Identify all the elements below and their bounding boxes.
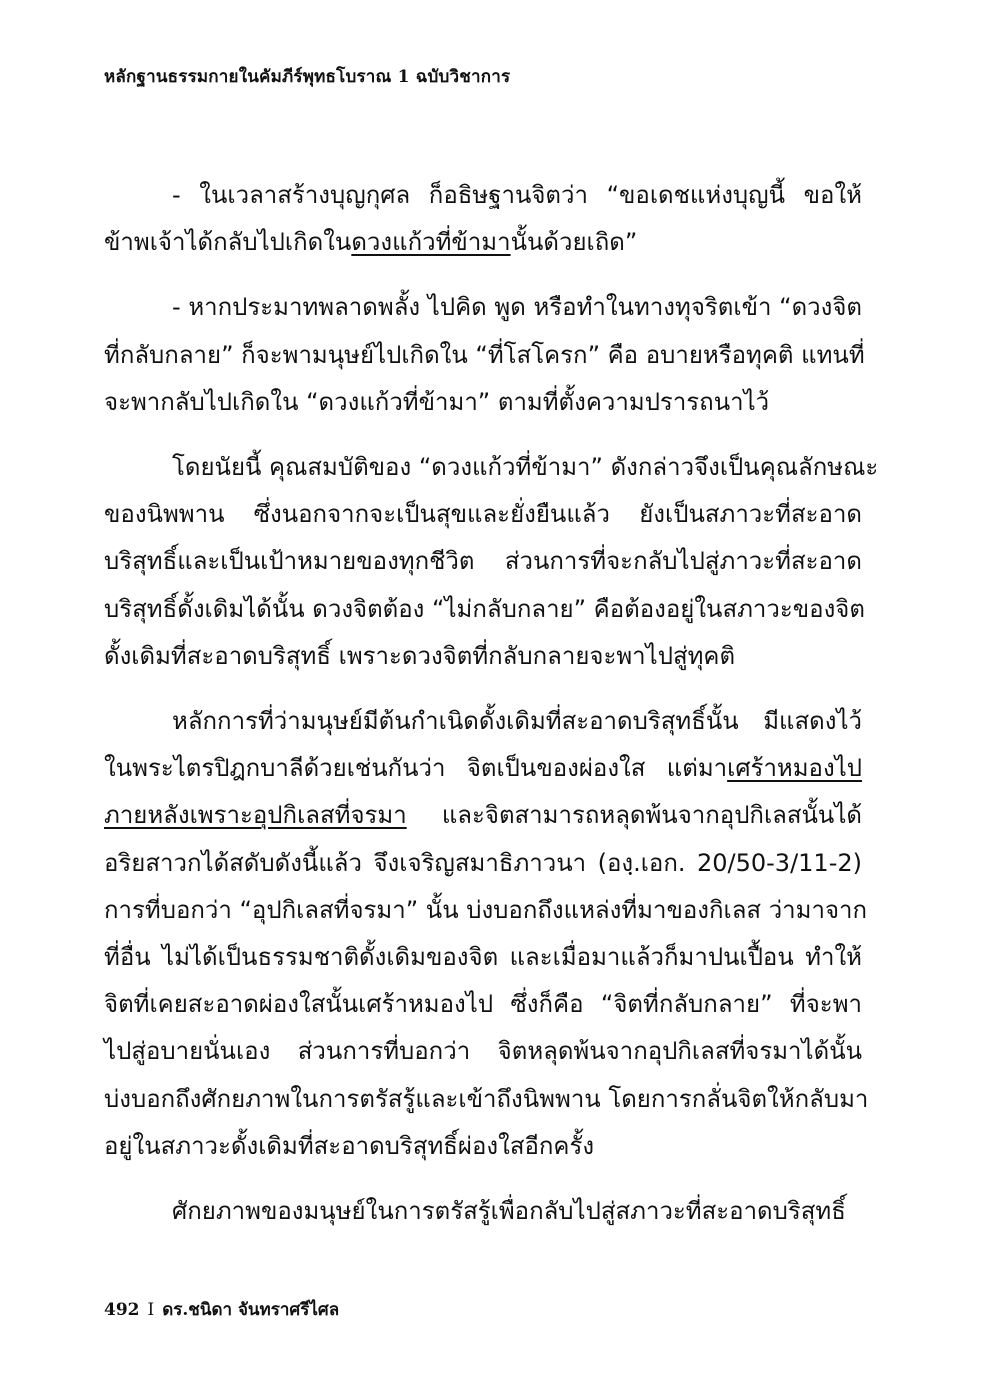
paragraph <box>104 172 862 266</box>
line-text: นั้นด้วยเถิด” <box>510 228 638 257</box>
footer-separator: I <box>147 1300 155 1320</box>
paragraph <box>104 1188 862 1235</box>
underlined-text: เศร้าหมองไป <box>727 754 862 783</box>
text-line <box>104 698 862 745</box>
text-line <box>104 1076 869 1123</box>
text-line <box>104 840 862 887</box>
line-text: ที่กลับกลาย” ก็จะพามนุษย์ไปเกิดใน “ที่โสโครก” คือ อบายหรือทุคติ แทนที่ <box>104 340 865 369</box>
line-text: บริสุทธิ์และเป็นเป้าหมายของทุกชีวิต ส่วนการที่จะกลับไปสู่ภาวะที่สะอาด <box>104 547 862 576</box>
underlined-text: ภายหลังเพราะอุปกิเลสที่จรมา <box>104 801 407 830</box>
line-text: จะพากลับไปเกิดใน “ดวงแก้วที่ข้ามา” ตามที่ตั้งความปรารถนาไว้ <box>104 387 770 416</box>
text-line <box>104 219 862 266</box>
paragraph <box>104 444 879 680</box>
line-text: ในพระไตรปิฎกบาลีด้วยเช่นกันว่า จิตเป็นของผ่องใส แต่มา <box>104 754 728 783</box>
text-line <box>104 379 862 426</box>
text-line <box>104 1188 862 1235</box>
author-name: ดร.ชนิดา จันทราศรีไศล <box>162 1300 340 1320</box>
paragraph <box>104 284 865 426</box>
text-line <box>104 491 862 538</box>
line-text: อยู่ในสภาวะดั้งเดิมที่สะอาดบริสุทธิ์ผ่องใสอีกครั้ง <box>104 1131 595 1160</box>
text-line <box>104 444 879 491</box>
text-line <box>104 172 862 219</box>
text-line <box>104 1123 862 1170</box>
line-text: จิตที่เคยสะอาดผ่องใสนั้นเศร้าหมองไป ซึ่งก็คือ “จิตที่กลับกลาย” ที่จะพา <box>104 990 862 1019</box>
line-text: บริสุทธิ์ดั้งเดิมได้นั้น ดวงจิตต้อง “ไม่กลับกลาย” คือต้องอยู่ในสภาวะของจิต <box>104 594 865 623</box>
line-text: - ในเวลาสร้างบุญกุศล ก็อธิษฐานจิตว่า “ขอเดชแห่งบุญนี้ ขอให้ <box>172 181 862 209</box>
text-line <box>104 745 862 792</box>
text-line <box>104 887 868 934</box>
line-text: ของนิพพาน ซึ่งนอกจากจะเป็นสุขและยั่งยืนแล้ว ยังเป็นสภาวะที่สะอาด <box>104 500 862 529</box>
body-text <box>104 172 879 1235</box>
text-line <box>104 586 865 633</box>
line-text: การที่บอกว่า “อุปกิเลสที่จรมา” นั้น บ่งบอกถึงแหล่งที่มาของกิเลส ว่ามาจาก <box>104 895 868 924</box>
line-text: หลักการที่ว่ามนุษย์มีต้นกำเนิดดั้งเดิมที่สะอาดบริสุทธิ์นั้น มีแสดงไว้ <box>172 707 862 736</box>
line-text: ที่อื่น ไม่ได้เป็นธรรมชาติดั้งเดิมของจิต และเมื่อมาแล้วก็มาปนเปื้อน ทำให้ <box>104 943 862 972</box>
line-text: ดั้งเดิมที่สะอาดบริสุทธิ์ เพราะดวงจิตที่กลับกลายจะพาไปสู่ทุคติ <box>104 641 736 670</box>
line-text: ข้าพเจ้าได้กลับไปเกิดใน <box>104 228 352 257</box>
line-text: - หากประมาทพลาดพลั้ง ไปคิด พูด หรือทำในทางทุจริตเข้า “ดวงจิต <box>172 293 862 322</box>
page-number: 492 <box>104 1300 140 1320</box>
line-text: ศักยภาพของมนุษย์ในการตรัสรู้เพื่อกลับไปสู่สภาวะที่สะอาดบริสุทธิ์ <box>172 1197 846 1226</box>
paragraph <box>104 698 869 1170</box>
underlined-text: ดวงแก้วที่ข้ามา <box>351 228 511 257</box>
line-text: ไปสู่อบายนั่นเอง ส่วนการที่บอกว่า จิตหลุดพ้นจากอุปกิเลสที่จรมาได้นั้น <box>104 1037 862 1066</box>
text-line <box>104 284 862 331</box>
running-header: หลักฐานธรรมกายในคัมภีร์พุทธโบราณ 1 ฉบับวิชาการ <box>104 67 511 87</box>
text-line <box>104 538 862 585</box>
line-text: โดยนัยนี้ คุณสมบัติของ “ดวงแก้วที่ข้ามา” ดังกล่าวจึงเป็นคุณลักษณะ <box>172 453 879 482</box>
line-text: บ่งบอกถึงศักยภาพในการตรัสรู้และเข้าถึงนิพพาน โดยการกลั่นจิตให้กลับมา <box>104 1084 869 1113</box>
text-line <box>104 332 865 379</box>
line-text: และจิตสามารถหลุดพ้นจากอุปกิเลสนั้นได้ <box>406 801 862 830</box>
line-text: อริยสาวกได้สดับดังนี้แล้ว จึงเจริญสมาธิภาวนา (องฺ.เอก. 20/50-3/11-2) <box>104 848 862 877</box>
text-line <box>104 934 862 981</box>
text-line <box>104 792 862 839</box>
page-footer <box>104 1296 339 1323</box>
text-line <box>104 633 862 680</box>
text-line <box>104 981 862 1028</box>
text-line <box>104 1028 862 1075</box>
